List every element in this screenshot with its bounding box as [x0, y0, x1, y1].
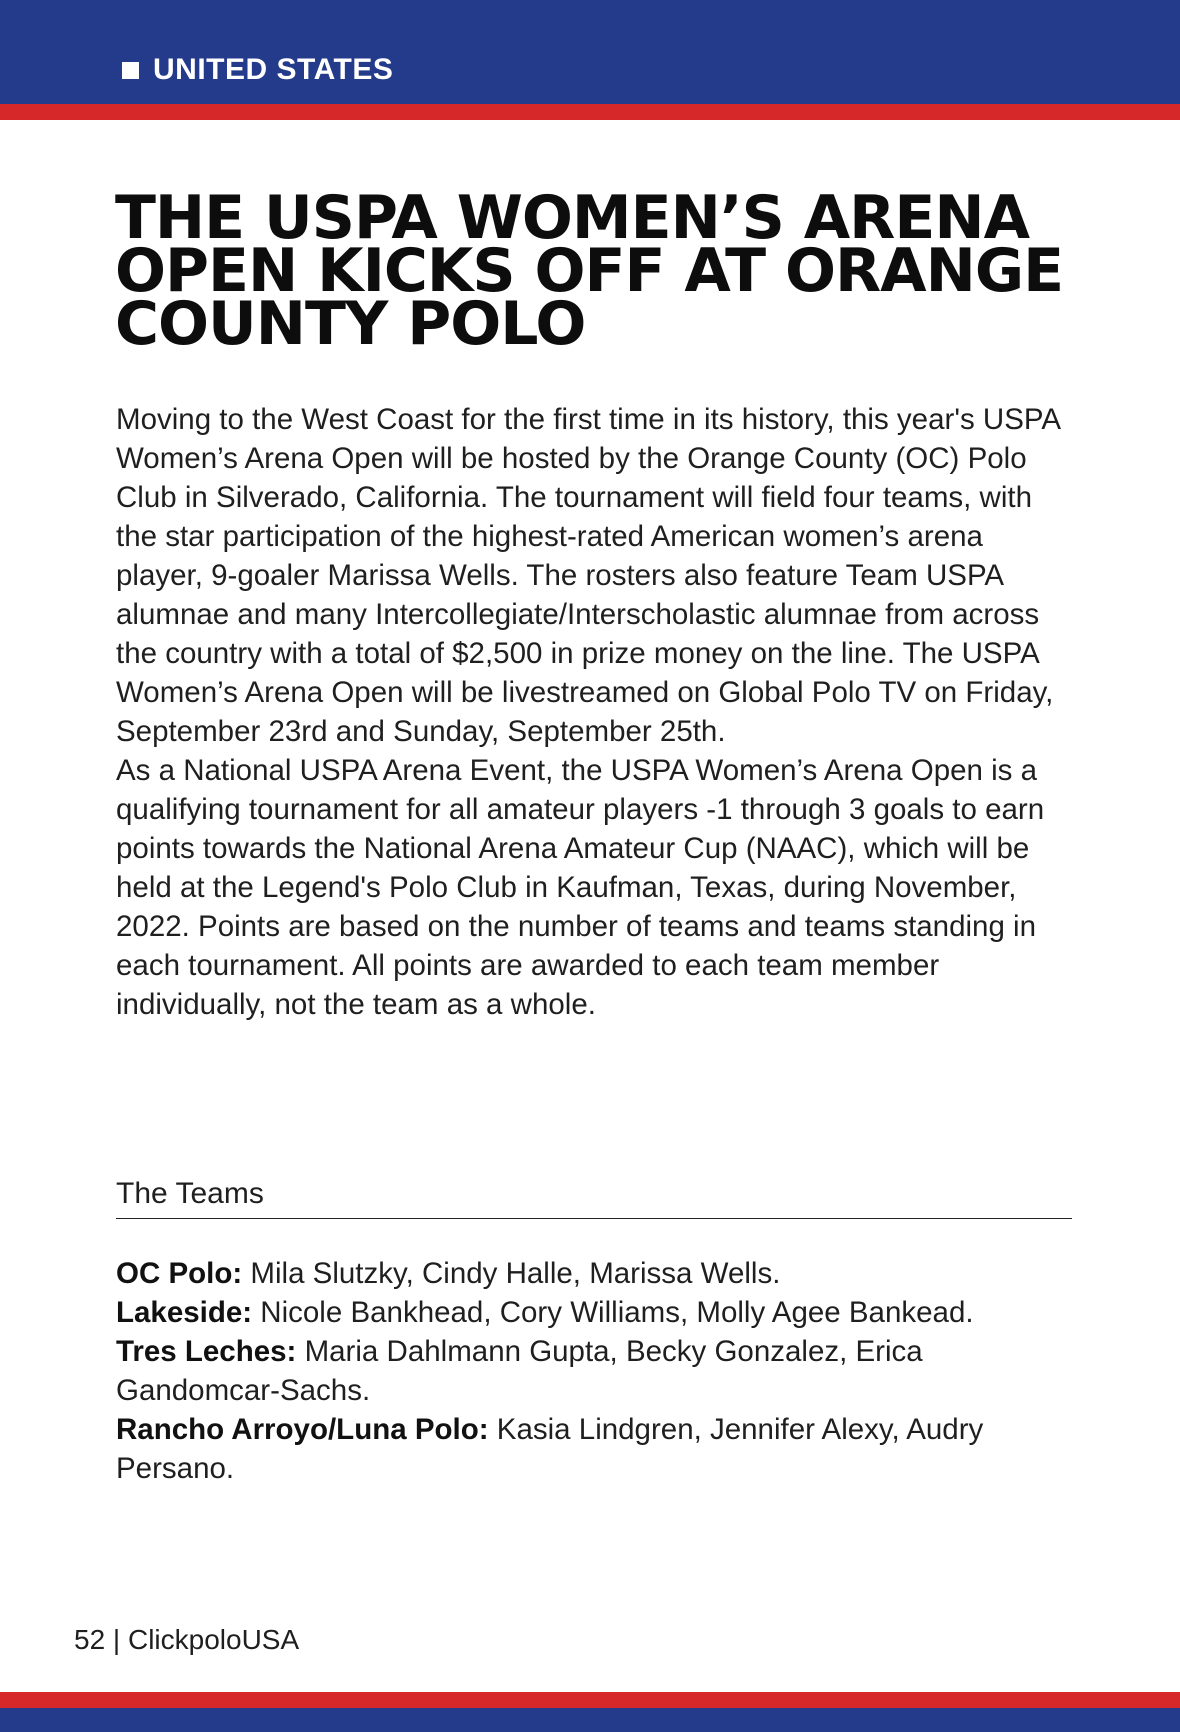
- team-name: Tres Leches:: [116, 1335, 297, 1368]
- footer-red-stripe: [0, 1692, 1180, 1708]
- team-entry: [116, 1410, 1076, 1488]
- title-line: COUNTY POLO: [115, 289, 586, 359]
- team-entry: [116, 1293, 1076, 1332]
- team-entry: [116, 1332, 1076, 1410]
- section-tag: [122, 50, 393, 90]
- article-body: [116, 400, 1076, 1024]
- team-name: OC Polo:: [116, 1257, 243, 1290]
- square-bullet-icon: [122, 62, 139, 79]
- body-paragraph: As a National USPA Arena Event, the USPA Women’s Arena Open is a qualifying tournament for all amateur players -1 through 3 goals to earn points towards the National Arena Amateur Cup (NAAC), which will be held at the Legend's Polo Club in Kaufman, Texas, during November, 2022. Points are based on the number of teams and teams standing in each tournament. All points are awarded to each team member individually, not the team as a whole.: [116, 754, 1045, 1021]
- section-label: UNITED STATES: [153, 53, 394, 86]
- team-players: Mila Slutzky, Cindy Halle, Marissa Wells.: [250, 1257, 781, 1290]
- footer-band: [0, 1708, 1180, 1732]
- article-title: [115, 183, 1075, 359]
- page-footer: 52 | ClickpoloUSA: [74, 1624, 300, 1655]
- team-players: Kasia Lindgren, Jennifer Alexy, Audry Persano.: [116, 1413, 984, 1485]
- teams-list: [116, 1254, 1076, 1488]
- team-entry: [116, 1254, 1076, 1293]
- body-paragraph: Moving to the West Coast for the first time in its history, this year's USPA Women’s Arena Open will be hosted by the Orange County (OC) Polo Club in Silverado, California. The tournament will field four teams, with the star participation of the highest-rated American women’s arena player, 9-goaler Marissa Wells. The rosters also feature Team USPA alumnae and many Intercollegiate/Interscholastic alumnae from across the country with a total of $2,500 in prize money on the line. The USPA Women’s Arena Open will be livestreamed on Global Polo TV on Friday, September 23rd and Sunday, September 25th.: [116, 403, 1060, 748]
- header-red-stripe: [0, 104, 1180, 120]
- team-players: Nicole Bankhead, Cory Williams, Molly Agee Bankead.: [260, 1296, 974, 1329]
- team-name: Rancho Arroyo/Luna Polo:: [116, 1413, 489, 1446]
- title-line: OPEN KICKS OFF AT ORANGE: [115, 236, 1064, 306]
- teams-heading: The Teams: [116, 1174, 1072, 1219]
- team-players: Maria Dahlmann Gupta, Becky Gonzalez, Erica Gandomcar-Sachs.: [116, 1335, 923, 1407]
- team-name: Lakeside:: [116, 1296, 253, 1329]
- title-line: THE USPA WOMEN’S ARENA: [115, 183, 1030, 253]
